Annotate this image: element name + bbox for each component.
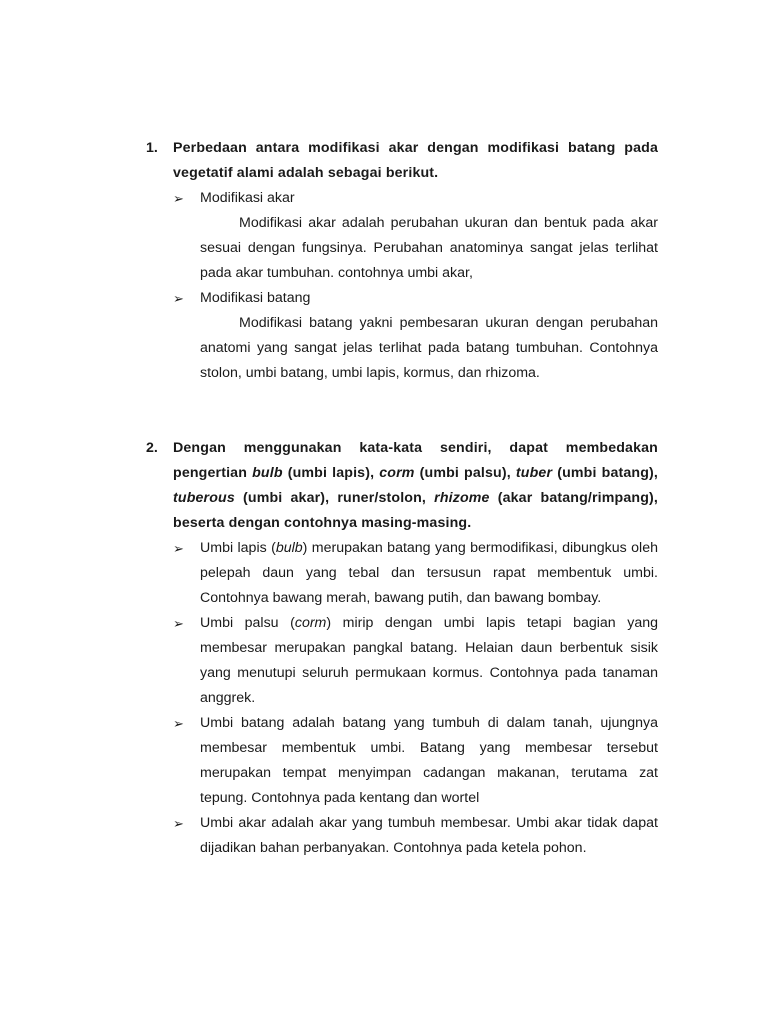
question-number: 1. (146, 140, 158, 156)
question-1 (146, 136, 658, 386)
answer-list (146, 186, 658, 386)
question-text: Perbedaan antara modifikasi akar dengan modifikasi batang pada vegetatif alami adalah sebagai berikut. (173, 140, 658, 181)
item-paragraph: Modifikasi akar adalah perubahan ukuran dan bentuk pada akar sesuai dengan fungsinya. Perubahan anatominya sangat jelas terlihat pada akar tumbuhan. contohnya umbi akar, (200, 215, 658, 281)
list-item (173, 536, 658, 611)
list-item (173, 611, 658, 711)
arrow-bullet-icon: ➢ (173, 541, 184, 556)
item-paragraph: Umbi batang adalah batang yang tumbuh di dalam tanah, ujungnya membesar membentuk umbi. Batang yang membesar tersebut merupakan tempat menyimpan cadangan makanan, terutama zat tepung. Contohnya pada kentang dan wortel (200, 715, 658, 806)
term-bulb: bulb (252, 465, 283, 481)
question-text: Dengan menggunakan kata-kata sendiri, dapat membedakan pengertian bulb (umbi lapis), corm (umbi palsu), tuber (umbi batang), tuberous (umbi akar), runer/stolon, rhizome (akar batang/rimpang), beserta dengan contohnya masing-masing. (173, 440, 658, 531)
arrow-bullet-icon: ➢ (173, 291, 184, 306)
list-item (173, 286, 658, 386)
arrow-bullet-icon: ➢ (173, 716, 184, 731)
question-number: 2. (146, 440, 158, 456)
item-paragraph: Umbi palsu (corm) mirip dengan umbi lapis tetapi bagian yang membesar merupakan pangkal batang. Helaian daun berbentuk sisik yang menutupi seluruh permukaan kormus. Contohnya pada tanaman anggrek. (200, 615, 658, 706)
arrow-bullet-icon: ➢ (173, 191, 184, 206)
list-item (173, 186, 658, 286)
item-paragraph: Umbi akar adalah akar yang tumbuh membesar. Umbi akar tidak dapat dijadikan bahan perbanyakan. Contohnya pada ketela pohon. (200, 815, 658, 856)
item-paragraph: Umbi lapis (bulb) merupakan batang yang bermodifikasi, dibungkus oleh pelepah daun yang tebal dan tersusun rapat membentuk umbi. Contohnya bawang merah, bawang putih, dan bawang bombay. (200, 540, 658, 606)
question-1-heading (146, 136, 658, 186)
term-tuberous: tuberous (173, 490, 235, 506)
item-heading: Modifikasi batang (200, 290, 311, 306)
arrow-bullet-icon: ➢ (173, 816, 184, 831)
item-heading: Modifikasi akar (200, 190, 295, 206)
answer-list (146, 536, 658, 861)
arrow-bullet-icon: ➢ (173, 616, 184, 631)
item-paragraph: Modifikasi batang yakni pembesaran ukuran dengan perubahan anatomi yang sangat jelas terlihat pada batang tumbuhan. Contohnya stolon, umbi batang, umbi lapis, kormus, dan rhizoma. (200, 315, 658, 381)
list-item (173, 811, 658, 861)
term-rhizome: rhizome (434, 490, 490, 506)
term-tuber: tuber (515, 465, 553, 481)
question-2-heading (146, 436, 658, 536)
question-2 (146, 436, 658, 861)
term-corm: corm (379, 465, 415, 481)
list-item (173, 711, 658, 811)
